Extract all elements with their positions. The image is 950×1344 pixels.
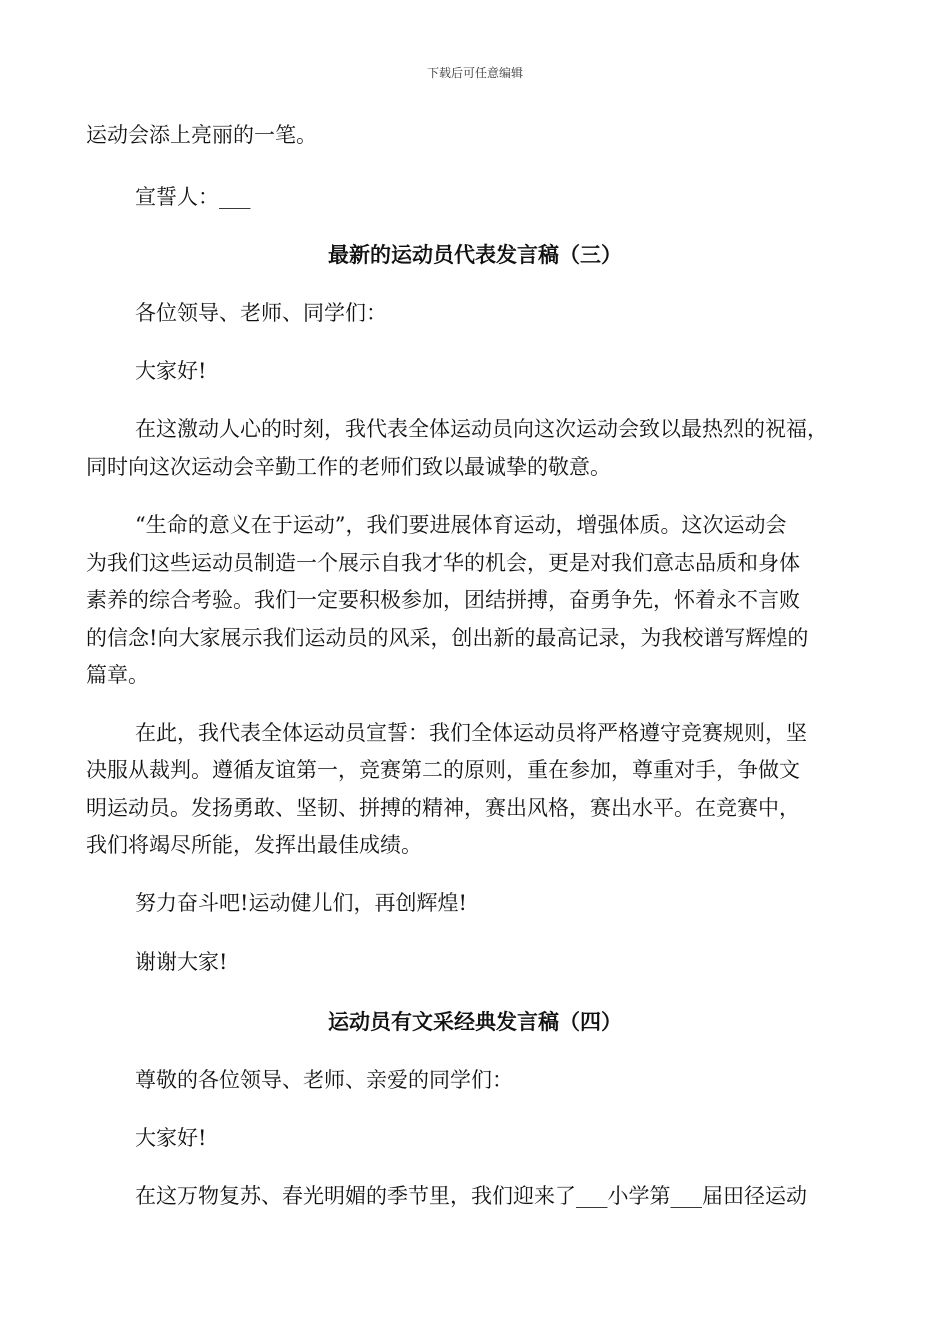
greeting: 大家好!	[135, 359, 207, 383]
oath-signer-line: 宣誓人：___	[135, 185, 251, 209]
paragraph-line: 同时向这次运动会辛勤工作的老师们致以最诚挚的敬意。	[86, 455, 611, 479]
section-heading-4: 运动员有文采经典发言稿（四）	[328, 1009, 622, 1034]
section-heading-3: 最新的运动员代表发言稿（三）	[328, 242, 622, 267]
paragraph-line: 努力奋斗吧!运动健儿们，再创辉煌!	[135, 891, 467, 915]
paragraph-line: 在这万物复苏、春光明媚的季节里，我们迎来了___小学第___届田径运动	[135, 1184, 807, 1208]
paragraph-line: 在此，我代表全体运动员宣誓：我们全体运动员将严格遵守竞赛规则，坚	[135, 721, 807, 745]
paragraph-line: 素养的综合考验。我们一定要积极参加，团结拼搏，奋勇争先，怀着永不言败	[86, 588, 800, 612]
text-line: 运动会添上亮丽的一笔。	[86, 123, 317, 147]
paragraph-line: 为我们这些运动员制造一个展示自我才华的机会，更是对我们意志品质和身体	[86, 551, 800, 575]
paragraph-line: 在这激动人心的时刻，我代表全体运动员向这次运动会致以最热烈的祝福，	[135, 417, 828, 441]
header-note: 下载后可任意编辑	[426, 66, 523, 80]
paragraph-line: “生命的意义在于运动”，我们要进展体育运动，增强体质。这次运动会	[135, 513, 787, 537]
paragraph-line: 明运动员。发扬勇敢、坚韧、拼搏的精神，赛出风格，赛出水平。在竞赛中，	[86, 796, 800, 820]
paragraph-line: 决服从裁判。遵循友谊第一，竞赛第二的原则，重在参加，尊重对手，争做文	[86, 758, 800, 782]
greeting: 大家好!	[135, 1126, 207, 1150]
salutation: 各位领导、老师、同学们：	[135, 301, 387, 325]
paragraph-line: 我们将竭尽所能，发挥出最佳成绩。	[86, 833, 422, 857]
paragraph-line: 篇章。	[86, 663, 149, 687]
paragraph-line: 谢谢大家!	[135, 950, 228, 974]
paragraph-line: 的信念!向大家展示我们运动员的风采，创出新的最高记录，为我校谱写辉煌的	[86, 626, 809, 650]
salutation: 尊敬的各位领导、老师、亲爱的同学们：	[135, 1068, 513, 1092]
